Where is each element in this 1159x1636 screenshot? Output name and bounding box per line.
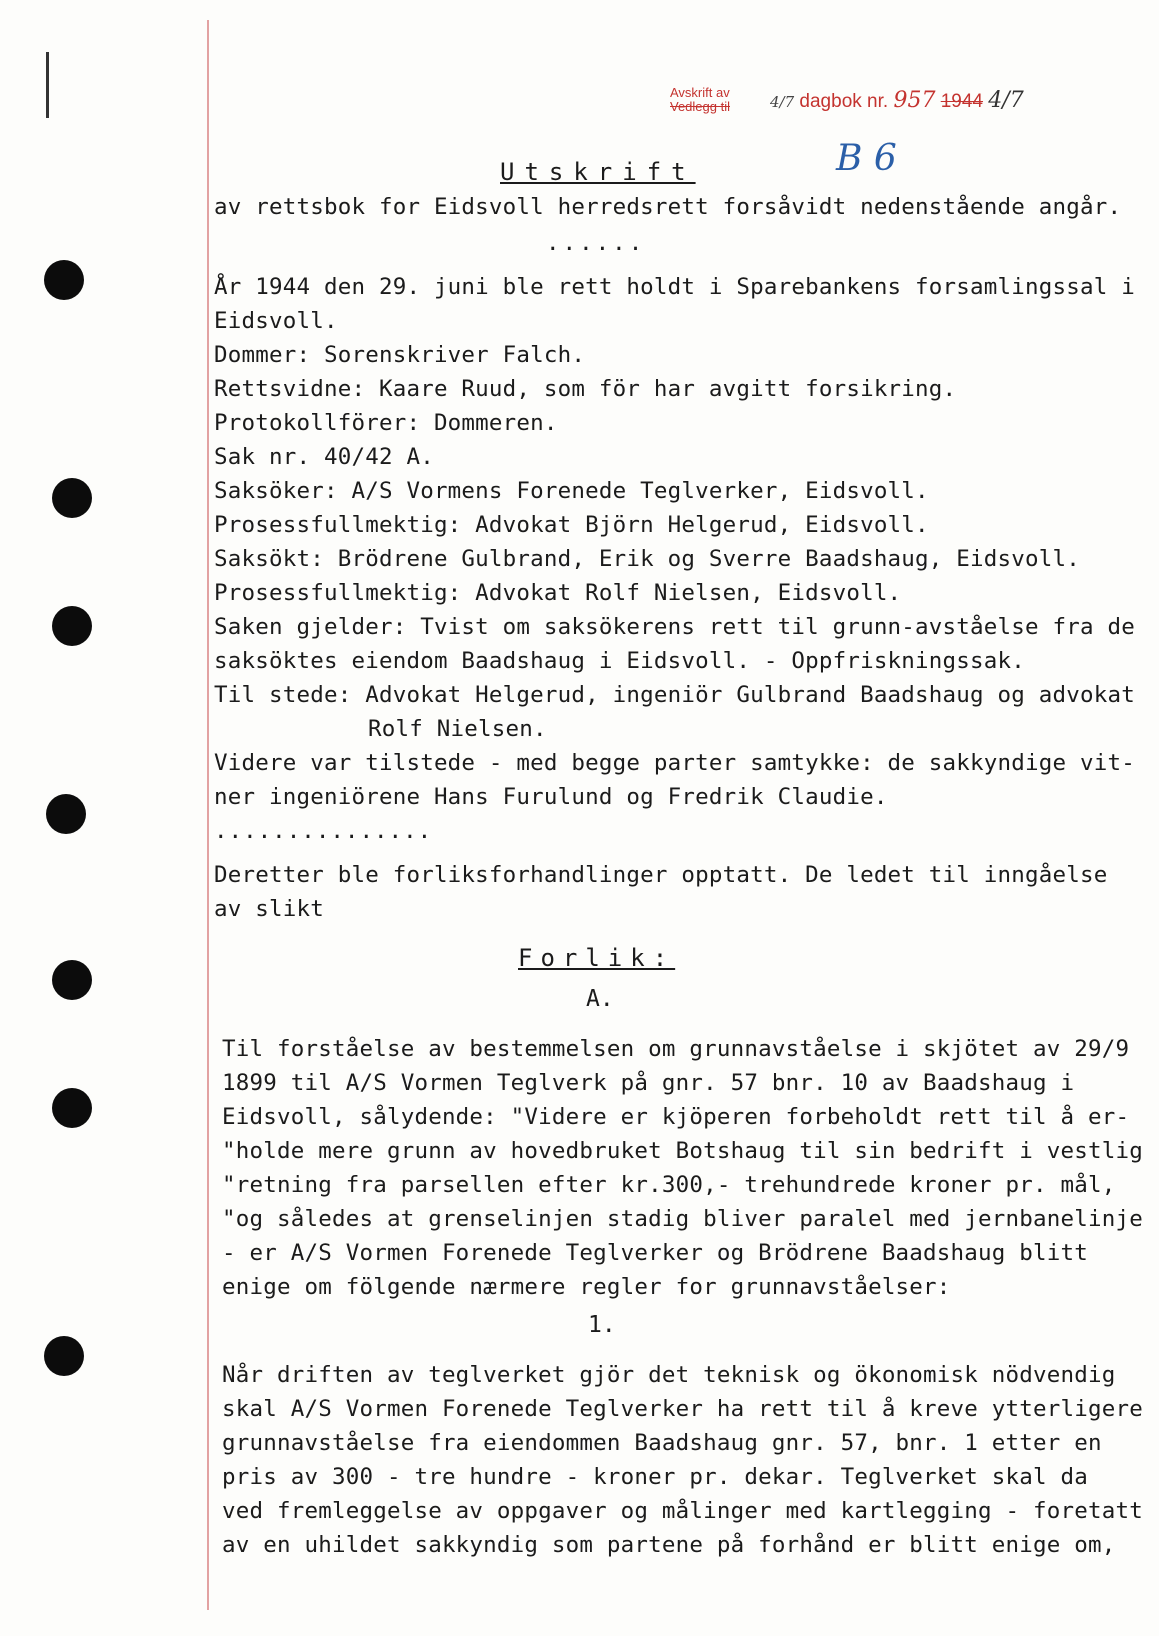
text-line: År 1944 den 29. juni ble rett holdt i Sparebankens forsamlingssal i <box>214 274 1135 300</box>
text-line: Rettsvidne: Kaare Ruud, som för har avgitt forsikring. <box>214 376 957 402</box>
text-line: saksöktes eiendom Baadshaug i Eidsvoll. - Oppfriskningssak. <box>214 648 1026 674</box>
handwritten-mark: B 6 <box>836 138 897 179</box>
separator-dots-long: ............... <box>214 818 433 844</box>
text-line: enige om fölgende nærmere regler for grunnavståelser: <box>222 1274 951 1300</box>
text-line: grunnavståelse fra eiendommen Baadshaug gnr. 57, bnr. 1 etter en <box>222 1430 1102 1456</box>
section-a-label: A. <box>586 986 614 1012</box>
text-line: "og således at grenselinjen stadig bliver paralel med jernbanelinje <box>222 1206 1143 1232</box>
text-line: av en uhildet sakkyndig som partene på forhånd er blitt enige om, <box>222 1532 1116 1558</box>
punch-hole <box>52 606 92 646</box>
text-line: Saksökt: Brödrene Gulbrand, Erik og Sverre Baadshaug, Eidsvoll. <box>214 546 1081 572</box>
text-line: Videre var tilstede - med begge parter samtykke: de sakkyndige vit- <box>214 750 1135 776</box>
text-line: "retning fra parsellen efter kr.300,- trehundrede kroner pr. mål, <box>222 1172 1116 1198</box>
document-title: Utskrift <box>500 158 696 186</box>
text-line: Til forståelse av bestemmelsen om grunnavståelse i skjötet av 29/9 <box>222 1036 1130 1062</box>
text-line: Protokollförer: Dommeren. <box>214 410 558 436</box>
text-line: ner ingeniörene Hans Furulund og Fredrik Claudie. <box>214 784 888 810</box>
text-line: "holde mere grunn av hovedbruket Botshaug til sin bedrift i vestlig <box>222 1138 1143 1164</box>
text-line: - er A/S Vormen Forenede Teglverker og Brödrene Baadshaug blitt <box>222 1240 1089 1266</box>
stamp-left-bottom: Vedlegg til <box>670 99 730 114</box>
dagbok-date-hand: 4/7 <box>988 88 1024 113</box>
punch-hole <box>46 794 86 834</box>
intro-line: av rettsbok for Eidsvoll herredsrett forsåvidt nedenstående angår. <box>214 194 1122 220</box>
margin-rule <box>207 20 209 1610</box>
punch-hole <box>52 1088 92 1128</box>
text-line: Eidsvoll. <box>214 308 338 334</box>
text-line: Eidsvoll, sålydende: "Videre er kjöperen forbeholdt rett til å er- <box>222 1104 1130 1130</box>
stamp-date-small: 4/7 <box>770 93 795 111</box>
text-line: Deretter ble forliksforhandlinger opptatt. De ledet til inngåelse <box>214 862 1108 888</box>
forlik-heading: Forlik: <box>518 944 676 972</box>
text-line: Dommer: Sorenskriver Falch. <box>214 342 586 368</box>
section-1-label: 1. <box>588 1312 616 1338</box>
text-line: ved fremleggelse av oppgaver og målinger med kartlegging - foretatt <box>222 1498 1143 1524</box>
separator-dots: ...... <box>546 230 646 256</box>
punch-hole <box>52 478 92 518</box>
text-line: Rolf Nielsen. <box>368 716 547 742</box>
dagbok-label: dagbok nr. <box>799 91 889 112</box>
text-line: skal A/S Vormen Forenede Teglverker ha rett til å kreve ytterligere <box>222 1396 1143 1422</box>
text-line: pris av 300 - tre hundre - kroner pr. dekar. Teglverket skal da <box>222 1464 1089 1490</box>
text-line: Saksöker: A/S Vormens Forenede Teglverker, Eidsvoll. <box>214 478 929 504</box>
dagbok-stamp <box>770 88 1024 113</box>
text-line: Til stede: Advokat Helgerud, ingeniör Gulbrand Baadshaug og advokat <box>214 682 1135 708</box>
text-line: Sak nr. 40/42 A. <box>214 444 434 470</box>
text-line: Prosessfullmektig: Advokat Björn Helgerud, Eidsvoll. <box>214 512 929 538</box>
punch-hole <box>52 960 92 1000</box>
text-line: Prosessfullmektig: Advokat Rolf Nielsen, Eidsvoll. <box>214 580 902 606</box>
margin-tick-mark <box>46 52 49 118</box>
text-line: av slikt <box>214 896 324 922</box>
text-line: 1899 til A/S Vormen Teglverk på gnr. 57 bnr. 10 av Baadshaug i <box>222 1070 1075 1096</box>
stamp-label <box>670 86 730 114</box>
punch-hole <box>44 260 84 300</box>
text-line: Når driften av teglverket gjör det teknisk og ökonomisk nödvendig <box>222 1362 1116 1388</box>
stamp-left-top: Avskrift av <box>670 85 730 100</box>
dagbok-number: 957 <box>893 88 936 113</box>
punch-hole <box>44 1336 84 1376</box>
dagbok-year: 1944 <box>940 91 984 112</box>
text-line: Saken gjelder: Tvist om saksökerens rett til grunn-avståelse fra de <box>214 614 1135 640</box>
